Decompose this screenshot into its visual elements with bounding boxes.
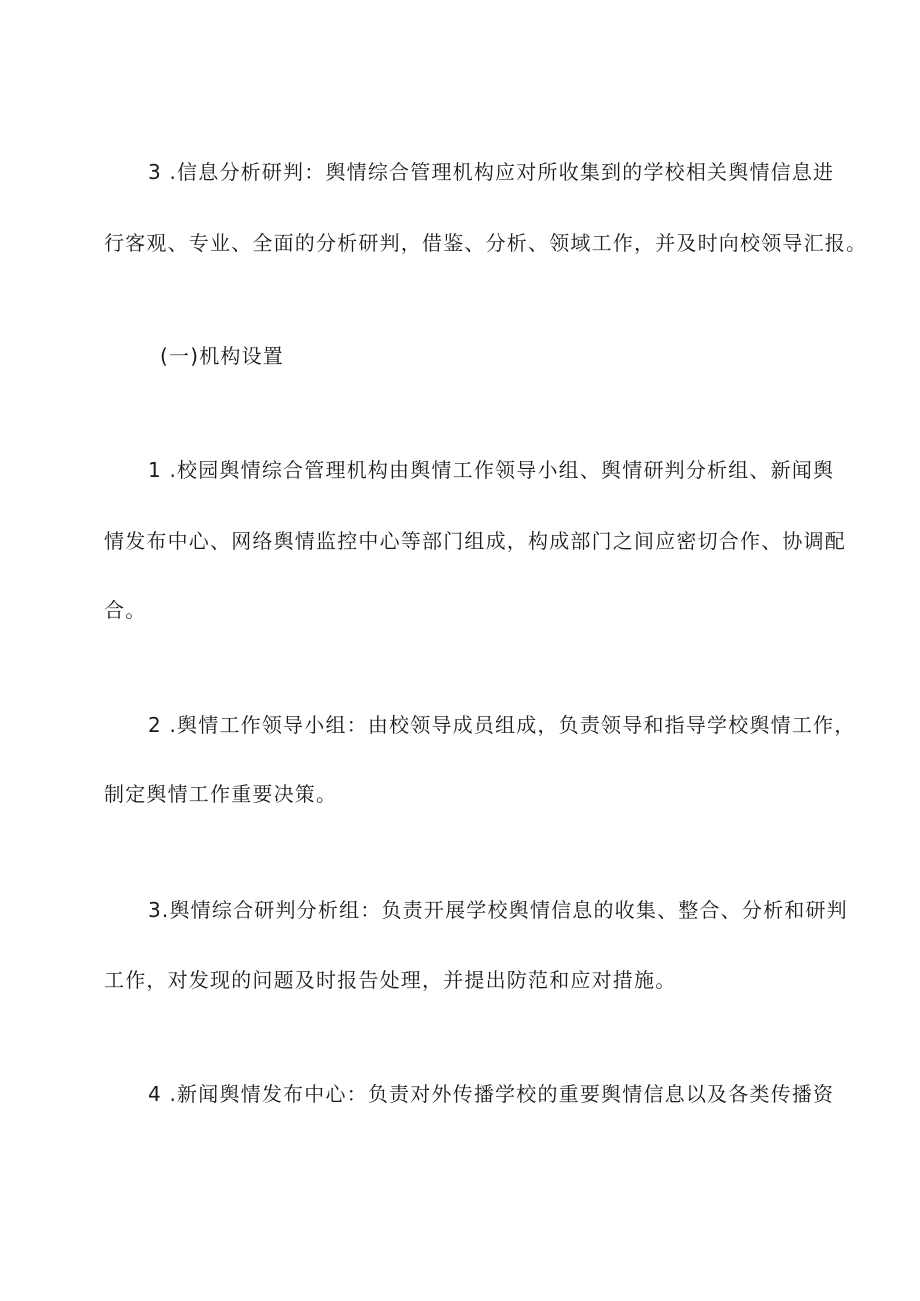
- paragraph-analysis-group-line-1: 3.舆情综合研判分析组：负责开展学校舆情信息的收集、整合、分析和研判: [148, 898, 848, 922]
- paragraph-info-analysis-line-2: 行客观、专业、全面的分析研判，借鉴、分析、领域工作，并及时向校领导汇报。: [104, 231, 868, 255]
- paragraph-info-analysis-line-1: 3 .信息分析研判：舆情综合管理机构应对所收集到的学校相关舆情信息进: [148, 160, 835, 184]
- paragraph-leading-group-line-2: 制定舆情工作重要决策。: [104, 782, 338, 806]
- paragraph-leading-group-line-1: 2 .舆情工作领导小组：由校领导成员组成，负责领导和指导学校舆情工作，: [148, 713, 856, 737]
- paragraph-organization-line-2: 情发布中心、网络舆情监控中心等部门组成，构成部门之间应密切合作、协调配: [104, 529, 846, 553]
- paragraph-organization-line-1: 1 .校园舆情综合管理机构由舆情工作领导小组、舆情研判分析组、新闻舆: [148, 458, 835, 482]
- paragraph-organization-line-3: 合。: [104, 598, 147, 622]
- paragraph-analysis-group-line-2: 工作，对发现的问题及时报告处理，并提出防范和应对措施。: [104, 968, 677, 992]
- paragraph-news-center-line-1: 4 .新闻舆情发布中心：负责对外传播学校的重要舆情信息以及各类传播资: [148, 1082, 835, 1106]
- section-heading-organization: (一)机构设置: [160, 344, 285, 368]
